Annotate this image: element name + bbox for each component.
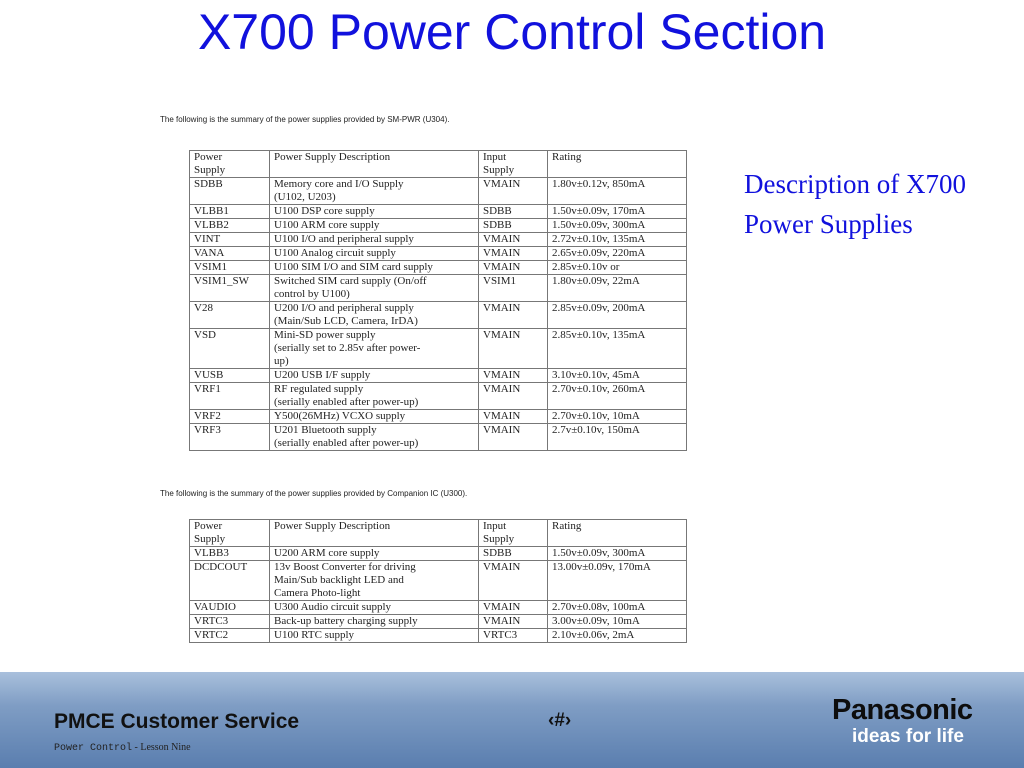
cell-rating: 1.50v±0.09v, 170mA — [548, 205, 687, 219]
cell-input-supply: VMAIN — [479, 601, 548, 615]
cell-input-supply: VRTC3 — [479, 629, 548, 643]
cell-description: Switched SIM card supply (On/off control by U100) — [270, 275, 479, 302]
footer-label: PMCE Customer Service — [54, 710, 300, 733]
cell-input-supply: VMAIN — [479, 424, 548, 451]
cell-rating: 2.85v±0.10v or — [548, 261, 687, 275]
cell-description: 13v Boost Converter for driving Main/Sub backlight LED and Camera Photo-light — [270, 561, 479, 601]
cell-input-supply: SDBB — [479, 547, 548, 561]
table-row — [190, 547, 687, 561]
cell-description: U100 Analog circuit supply — [270, 247, 479, 261]
cell-rating: 1.80v±0.12v, 850mA — [548, 178, 687, 205]
cell-rating: 2.7v±0.10v, 150mA — [548, 424, 687, 451]
cell-description: Memory core and I/O Supply (U102, U203) — [270, 178, 479, 205]
lesson-topic: Power Control — [54, 743, 133, 754]
cell-supply-name: VSIM1 — [190, 261, 270, 275]
column-header-supply-name: Power Supply — [190, 520, 270, 547]
column-header-description: Power Supply Description — [270, 151, 479, 178]
table-row — [190, 329, 687, 369]
cell-supply-name: VINT — [190, 233, 270, 247]
cell-supply-name: VRF2 — [190, 410, 270, 424]
cell-supply-name: VRTC3 — [190, 615, 270, 629]
cell-input-supply: VMAIN — [479, 178, 548, 205]
footer-bar — [0, 672, 1024, 768]
cell-description: U100 I/O and peripheral supply — [270, 233, 479, 247]
lesson-number: - Lesson Nine — [132, 742, 191, 753]
cell-rating: 1.50v±0.09v, 300mA — [548, 219, 687, 233]
column-header-supply-name: Power Supply — [190, 151, 270, 178]
power-supply-table-sm-pwr — [189, 150, 687, 451]
cell-rating: 3.00v±0.09v, 10mA — [548, 615, 687, 629]
slide-title: X700 Power Control Section — [197, 4, 827, 60]
table-row — [190, 615, 687, 629]
table-row — [190, 369, 687, 383]
table-2-caption: The following is the summary of the power supplies provided by Companion IC (U300). — [160, 489, 468, 498]
cell-rating: 2.70v±0.10v, 260mA — [548, 383, 687, 410]
cell-supply-name: VRTC2 — [190, 629, 270, 643]
cell-description: Back-up battery charging supply — [270, 615, 479, 629]
column-header-rating: Rating — [548, 520, 687, 547]
cell-description: U100 ARM core supply — [270, 219, 479, 233]
panasonic-logo: Panasonic — [832, 694, 973, 726]
table-header-row — [190, 520, 687, 547]
power-supply-table-companion-ic — [189, 519, 687, 643]
cell-rating: 2.65v±0.09v, 220mA — [548, 247, 687, 261]
cell-supply-name: VAUDIO — [190, 601, 270, 615]
cell-supply-name: VANA — [190, 247, 270, 261]
column-header-input-supply: Input Supply — [479, 520, 548, 547]
cell-input-supply: VSIM1 — [479, 275, 548, 302]
brand-tagline: ideas for life — [852, 726, 964, 747]
cell-rating: 2.85v±0.10v, 135mA — [548, 329, 687, 369]
cell-input-supply: VMAIN — [479, 561, 548, 601]
page-number: ‹#› — [548, 710, 572, 731]
cell-supply-name: VUSB — [190, 369, 270, 383]
column-header-rating: Rating — [548, 151, 687, 178]
cell-supply-name: VLBB3 — [190, 547, 270, 561]
cell-supply-name: VLBB1 — [190, 205, 270, 219]
cell-input-supply: SDBB — [479, 219, 548, 233]
cell-description: U100 RTC supply — [270, 629, 479, 643]
lesson-label — [54, 742, 191, 754]
table-row — [190, 205, 687, 219]
cell-supply-name: VSD — [190, 329, 270, 369]
cell-rating: 2.70v±0.10v, 10mA — [548, 410, 687, 424]
cell-supply-name: VRF3 — [190, 424, 270, 451]
cell-description: Mini-SD power supply (serially set to 2.85v after power- up) — [270, 329, 479, 369]
cell-input-supply: VMAIN — [479, 383, 548, 410]
cell-description: U200 I/O and peripheral supply (Main/Sub LCD, Camera, IrDA) — [270, 302, 479, 329]
table-row — [190, 261, 687, 275]
cell-input-supply: VMAIN — [479, 261, 548, 275]
cell-rating: 2.70v±0.08v, 100mA — [548, 601, 687, 615]
cell-input-supply: VMAIN — [479, 369, 548, 383]
table-row — [190, 219, 687, 233]
cell-description: U200 USB I/F supply — [270, 369, 479, 383]
side-note: Description of X700 Power Supplies — [744, 169, 966, 239]
cell-input-supply: VMAIN — [479, 233, 548, 247]
cell-supply-name: VSIM1_SW — [190, 275, 270, 302]
table-row — [190, 561, 687, 601]
cell-description: U100 SIM I/O and SIM card supply — [270, 261, 479, 275]
cell-rating: 3.10v±0.10v, 45mA — [548, 369, 687, 383]
cell-supply-name: DCDCOUT — [190, 561, 270, 601]
cell-description: U200 ARM core supply — [270, 547, 479, 561]
cell-rating: 1.50v±0.09v, 300mA — [548, 547, 687, 561]
table-row — [190, 233, 687, 247]
cell-rating: 1.80v±0.09v, 22mA — [548, 275, 687, 302]
cell-rating: 2.85v±0.09v, 200mA — [548, 302, 687, 329]
cell-rating: 2.72v±0.10v, 135mA — [548, 233, 687, 247]
table-row — [190, 601, 687, 615]
cell-rating: 13.00v±0.09v, 170mA — [548, 561, 687, 601]
column-header-description: Power Supply Description — [270, 520, 479, 547]
column-header-input-supply: Input Supply — [479, 151, 548, 178]
cell-supply-name: V28 — [190, 302, 270, 329]
cell-input-supply: VMAIN — [479, 302, 548, 329]
table-row — [190, 178, 687, 205]
cell-input-supply: VMAIN — [479, 247, 548, 261]
cell-rating: 2.10v±0.06v, 2mA — [548, 629, 687, 643]
cell-description: U100 DSP core supply — [270, 205, 479, 219]
table-row — [190, 302, 687, 329]
table-row — [190, 247, 687, 261]
cell-description: U201 Bluetooth supply (serially enabled after power-up) — [270, 424, 479, 451]
table-row — [190, 410, 687, 424]
cell-supply-name: SDBB — [190, 178, 270, 205]
cell-supply-name: VLBB2 — [190, 219, 270, 233]
table-row — [190, 383, 687, 410]
cell-input-supply: VMAIN — [479, 615, 548, 629]
cell-input-supply: SDBB — [479, 205, 548, 219]
cell-description: RF regulated supply (serially enabled after power-up) — [270, 383, 479, 410]
table-1-caption: The following is the summary of the power supplies provided by SM-PWR (U304). — [160, 115, 450, 124]
cell-input-supply: VMAIN — [479, 410, 548, 424]
table-header-row — [190, 151, 687, 178]
table-row — [190, 424, 687, 451]
cell-input-supply: VMAIN — [479, 329, 548, 369]
cell-supply-name: VRF1 — [190, 383, 270, 410]
cell-description: U300 Audio circuit supply — [270, 601, 479, 615]
table-row — [190, 629, 687, 643]
table-row — [190, 275, 687, 302]
cell-description: Y500(26MHz) VCXO supply — [270, 410, 479, 424]
